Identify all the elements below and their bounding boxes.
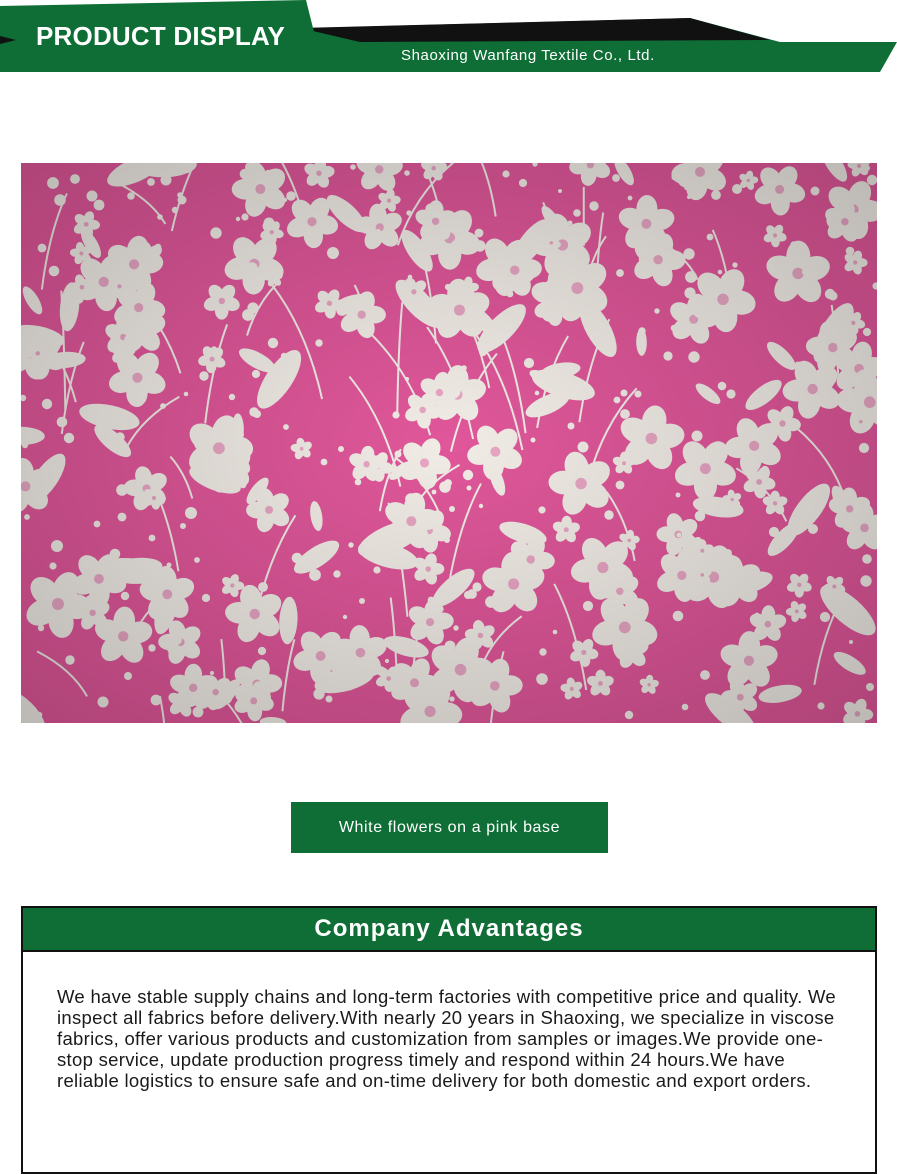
company-advantages-panel (21, 906, 877, 1174)
advantages-text: We have stable supply chains and long-term factories with competitive price and quality. We inspect all fabrics before delivery.With nearly 20 years in Shaoxing, we specialize in viscose fabrics, offer various products and customization from samples or images.We provide one-stop service, update production progress timely and respond within 24 hours.We have reliable logistics to ensure safe and on-time delivery for both domestic and export orders. (57, 986, 836, 1091)
product-image (21, 163, 877, 723)
header-banner (0, 0, 897, 75)
advantages-heading: Company Advantages (23, 908, 875, 952)
product-caption: White flowers on a pink base (291, 802, 608, 853)
page-title: PRODUCT DISPLAY (36, 21, 286, 51)
company-name: Shaoxing Wanfang Textile Co., Ltd. (401, 47, 655, 64)
floral-fabric-image (21, 163, 877, 723)
